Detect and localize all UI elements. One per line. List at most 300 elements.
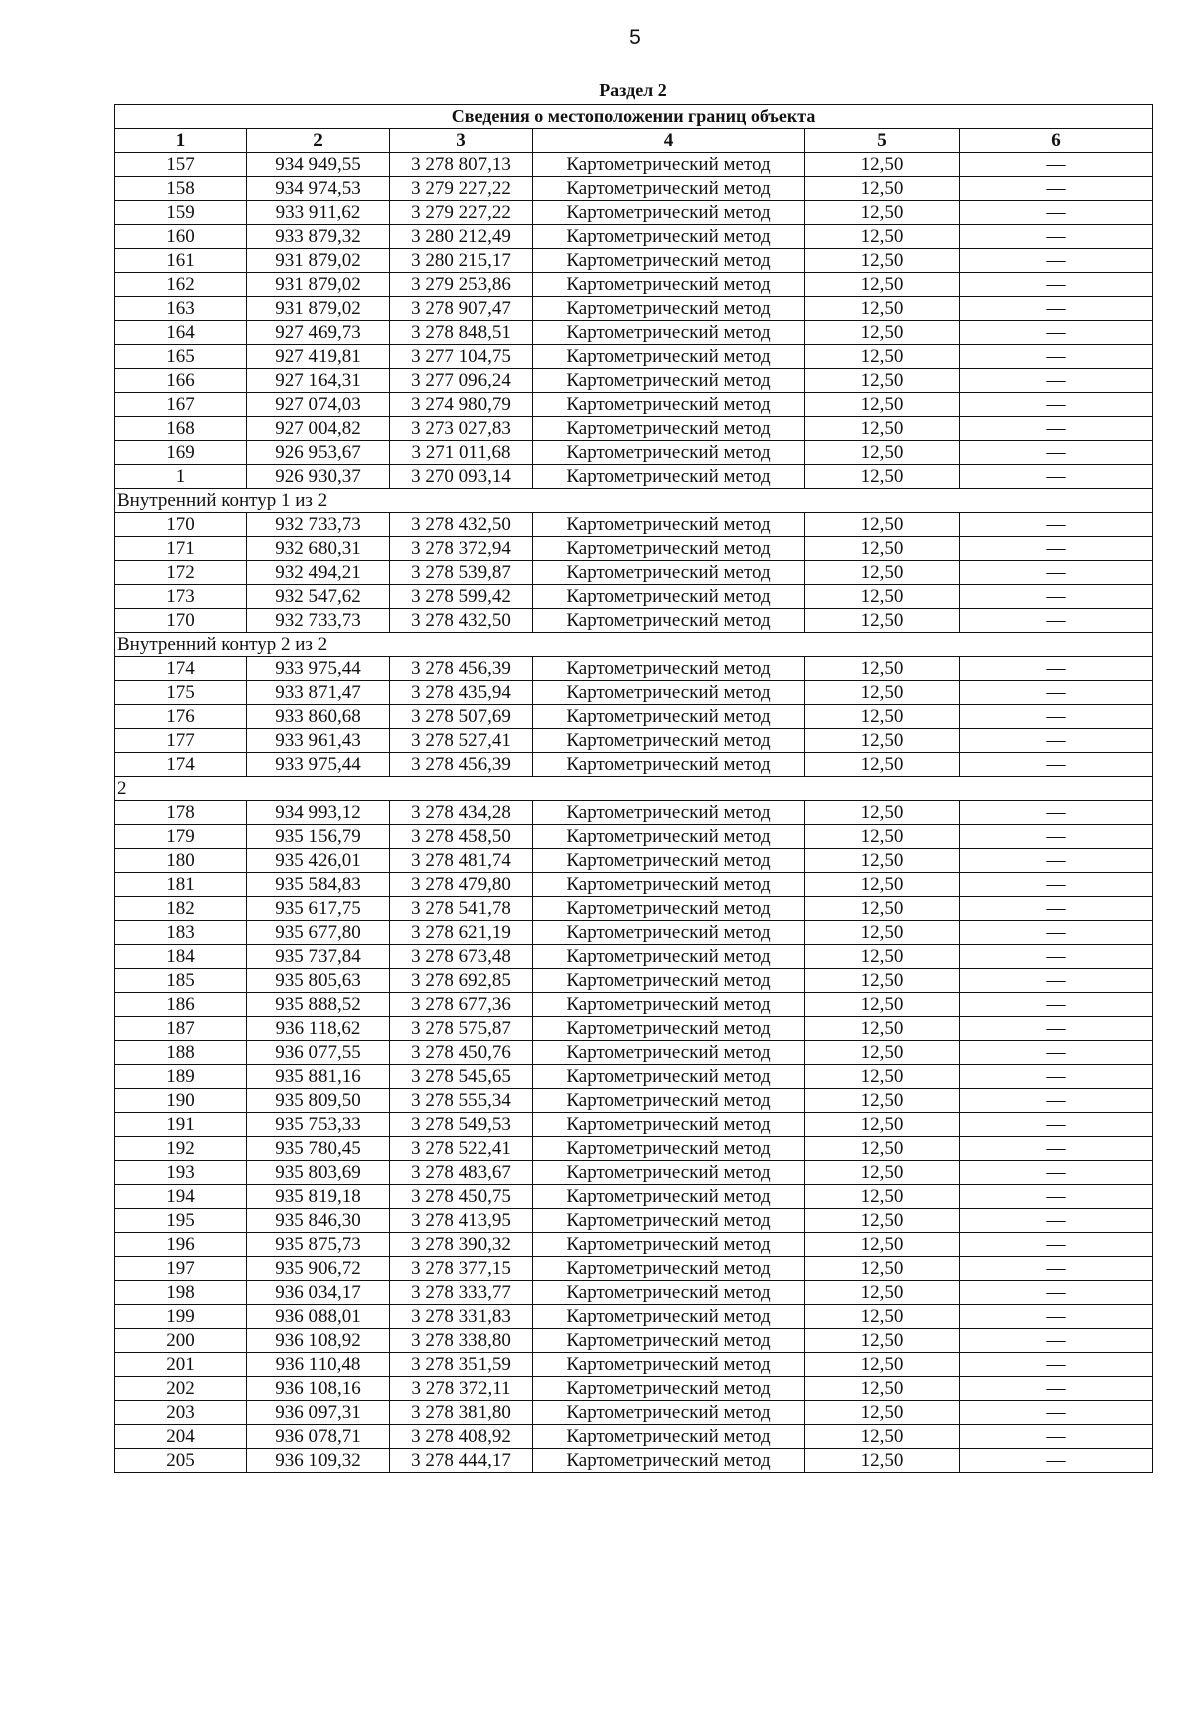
column-header-row xyxy=(115,129,1153,153)
note-cell: — xyxy=(960,273,1153,297)
table-row xyxy=(115,609,1153,633)
point-number-cell: 187 xyxy=(115,1017,247,1041)
point-number-cell: 174 xyxy=(115,753,247,777)
x-coordinate-cell: 935 888,52 xyxy=(247,993,390,1017)
column-header: 5 xyxy=(805,129,960,153)
note-cell: — xyxy=(960,465,1153,489)
point-number-cell: 205 xyxy=(115,1449,247,1473)
note-cell: — xyxy=(960,297,1153,321)
x-coordinate-cell: 932 547,62 xyxy=(247,585,390,609)
y-coordinate-cell: 3 278 522,41 xyxy=(390,1137,533,1161)
table-row xyxy=(115,705,1153,729)
table-row xyxy=(115,513,1153,537)
x-coordinate-cell: 935 805,63 xyxy=(247,969,390,993)
note-cell: — xyxy=(960,345,1153,369)
point-number-cell: 177 xyxy=(115,729,247,753)
note-cell: — xyxy=(960,441,1153,465)
contour-group-row xyxy=(115,489,1153,513)
note-cell: — xyxy=(960,369,1153,393)
table-row xyxy=(115,1329,1153,1353)
note-cell: — xyxy=(960,417,1153,441)
table-title: Сведения о местоположении границ объекта xyxy=(115,105,1153,129)
point-number-cell: 188 xyxy=(115,1041,247,1065)
table-body xyxy=(115,153,1153,1473)
method-cell: Картометрический метод xyxy=(533,561,805,585)
table-row xyxy=(115,921,1153,945)
accuracy-cell: 12,50 xyxy=(805,1017,960,1041)
note-cell: — xyxy=(960,609,1153,633)
accuracy-cell: 12,50 xyxy=(805,609,960,633)
point-number-cell: 197 xyxy=(115,1257,247,1281)
accuracy-cell: 12,50 xyxy=(805,1401,960,1425)
table-row xyxy=(115,1425,1153,1449)
table-row xyxy=(115,321,1153,345)
table-row xyxy=(115,1281,1153,1305)
x-coordinate-cell: 936 108,16 xyxy=(247,1377,390,1401)
contour-group-row xyxy=(115,777,1153,801)
table-row xyxy=(115,897,1153,921)
method-cell: Картометрический метод xyxy=(533,1257,805,1281)
y-coordinate-cell: 3 278 450,76 xyxy=(390,1041,533,1065)
method-cell: Картометрический метод xyxy=(533,1113,805,1137)
method-cell: Картометрический метод xyxy=(533,321,805,345)
table-row xyxy=(115,441,1153,465)
x-coordinate-cell: 933 871,47 xyxy=(247,681,390,705)
method-cell: Картометрический метод xyxy=(533,585,805,609)
note-cell: — xyxy=(960,681,1153,705)
accuracy-cell: 12,50 xyxy=(805,513,960,537)
x-coordinate-cell: 927 004,82 xyxy=(247,417,390,441)
x-coordinate-cell: 935 819,18 xyxy=(247,1185,390,1209)
method-cell: Картометрический метод xyxy=(533,225,805,249)
accuracy-cell: 12,50 xyxy=(805,993,960,1017)
table-row xyxy=(115,297,1153,321)
note-cell: — xyxy=(960,993,1153,1017)
point-number-cell: 157 xyxy=(115,153,247,177)
page-number: 5 xyxy=(629,26,641,49)
accuracy-cell: 12,50 xyxy=(805,1113,960,1137)
table-row xyxy=(115,1209,1153,1233)
method-cell: Картометрический метод xyxy=(533,345,805,369)
accuracy-cell: 12,50 xyxy=(805,1353,960,1377)
table-row xyxy=(115,393,1153,417)
table-row xyxy=(115,561,1153,585)
table-row xyxy=(115,825,1153,849)
accuracy-cell: 12,50 xyxy=(805,849,960,873)
point-number-cell: 183 xyxy=(115,921,247,945)
accuracy-cell: 12,50 xyxy=(805,921,960,945)
note-cell: — xyxy=(960,1017,1153,1041)
point-number-cell: 186 xyxy=(115,993,247,1017)
point-number-cell: 171 xyxy=(115,537,247,561)
method-cell: Картометрический метод xyxy=(533,729,805,753)
point-number-cell: 196 xyxy=(115,1233,247,1257)
method-cell: Картометрический метод xyxy=(533,1449,805,1473)
note-cell: — xyxy=(960,1281,1153,1305)
table-row xyxy=(115,873,1153,897)
accuracy-cell: 12,50 xyxy=(805,681,960,705)
note-cell: — xyxy=(960,945,1153,969)
y-coordinate-cell: 3 271 011,68 xyxy=(390,441,533,465)
point-number-cell: 181 xyxy=(115,873,247,897)
x-coordinate-cell: 935 881,16 xyxy=(247,1065,390,1089)
accuracy-cell: 12,50 xyxy=(805,465,960,489)
y-coordinate-cell: 3 278 907,47 xyxy=(390,297,533,321)
note-cell: — xyxy=(960,537,1153,561)
method-cell: Картометрический метод xyxy=(533,1185,805,1209)
point-number-cell: 190 xyxy=(115,1089,247,1113)
table-row xyxy=(115,1353,1153,1377)
x-coordinate-cell: 933 961,43 xyxy=(247,729,390,753)
table-row xyxy=(115,1017,1153,1041)
y-coordinate-cell: 3 278 456,39 xyxy=(390,657,533,681)
method-cell: Картометрический метод xyxy=(533,1377,805,1401)
note-cell: — xyxy=(960,1377,1153,1401)
y-coordinate-cell: 3 278 479,80 xyxy=(390,873,533,897)
note-cell: — xyxy=(960,1305,1153,1329)
x-coordinate-cell: 935 753,33 xyxy=(247,1113,390,1137)
x-coordinate-cell: 935 426,01 xyxy=(247,849,390,873)
point-number-cell: 203 xyxy=(115,1401,247,1425)
x-coordinate-cell: 927 469,73 xyxy=(247,321,390,345)
note-cell: — xyxy=(960,1113,1153,1137)
y-coordinate-cell: 3 278 432,50 xyxy=(390,609,533,633)
point-number-cell: 200 xyxy=(115,1329,247,1353)
note-cell: — xyxy=(960,1137,1153,1161)
x-coordinate-cell: 936 110,48 xyxy=(247,1353,390,1377)
point-number-cell: 167 xyxy=(115,393,247,417)
method-cell: Картометрический метод xyxy=(533,1065,805,1089)
table-row xyxy=(115,681,1153,705)
method-cell: Картометрический метод xyxy=(533,369,805,393)
y-coordinate-cell: 3 277 096,24 xyxy=(390,369,533,393)
table-row xyxy=(115,1089,1153,1113)
x-coordinate-cell: 927 419,81 xyxy=(247,345,390,369)
x-coordinate-cell: 932 733,73 xyxy=(247,513,390,537)
accuracy-cell: 12,50 xyxy=(805,561,960,585)
note-cell: — xyxy=(960,849,1153,873)
x-coordinate-cell: 936 118,62 xyxy=(247,1017,390,1041)
accuracy-cell: 12,50 xyxy=(805,1041,960,1065)
table-row xyxy=(115,753,1153,777)
y-coordinate-cell: 3 278 599,42 xyxy=(390,585,533,609)
accuracy-cell: 12,50 xyxy=(805,657,960,681)
accuracy-cell: 12,50 xyxy=(805,297,960,321)
method-cell: Картометрический метод xyxy=(533,1017,805,1041)
method-cell: Картометрический метод xyxy=(533,465,805,489)
y-coordinate-cell: 3 278 432,50 xyxy=(390,513,533,537)
x-coordinate-cell: 926 930,37 xyxy=(247,465,390,489)
point-number-cell: 202 xyxy=(115,1377,247,1401)
accuracy-cell: 12,50 xyxy=(805,945,960,969)
accuracy-cell: 12,50 xyxy=(805,369,960,393)
table-row xyxy=(115,1185,1153,1209)
point-number-cell: 193 xyxy=(115,1161,247,1185)
table-row xyxy=(115,369,1153,393)
method-cell: Картометрический метод xyxy=(533,681,805,705)
accuracy-cell: 12,50 xyxy=(805,1425,960,1449)
point-number-cell: 178 xyxy=(115,801,247,825)
note-cell: — xyxy=(960,513,1153,537)
y-coordinate-cell: 3 278 677,36 xyxy=(390,993,533,1017)
table-row xyxy=(115,1233,1153,1257)
accuracy-cell: 12,50 xyxy=(805,705,960,729)
point-number-cell: 189 xyxy=(115,1065,247,1089)
x-coordinate-cell: 932 733,73 xyxy=(247,609,390,633)
table-row xyxy=(115,465,1153,489)
method-cell: Картометрический метод xyxy=(533,513,805,537)
note-cell: — xyxy=(960,921,1153,945)
method-cell: Картометрический метод xyxy=(533,993,805,1017)
x-coordinate-cell: 935 584,83 xyxy=(247,873,390,897)
point-number-cell: 201 xyxy=(115,1353,247,1377)
method-cell: Картометрический метод xyxy=(533,1281,805,1305)
method-cell: Картометрический метод xyxy=(533,153,805,177)
table-row xyxy=(115,945,1153,969)
note-cell: — xyxy=(960,753,1153,777)
x-coordinate-cell: 934 949,55 xyxy=(247,153,390,177)
method-cell: Картометрический метод xyxy=(533,705,805,729)
table-row xyxy=(115,585,1153,609)
boundary-coordinates-table xyxy=(114,104,1153,1473)
point-number-cell: 198 xyxy=(115,1281,247,1305)
x-coordinate-cell: 935 809,50 xyxy=(247,1089,390,1113)
point-number-cell: 191 xyxy=(115,1113,247,1137)
x-coordinate-cell: 927 164,31 xyxy=(247,369,390,393)
column-header: 6 xyxy=(960,129,1153,153)
method-cell: Картометрический метод xyxy=(533,945,805,969)
x-coordinate-cell: 936 078,71 xyxy=(247,1425,390,1449)
x-coordinate-cell: 931 879,02 xyxy=(247,297,390,321)
point-number-cell: 172 xyxy=(115,561,247,585)
point-number-cell: 158 xyxy=(115,177,247,201)
point-number-cell: 199 xyxy=(115,1305,247,1329)
section-title: Раздел 2 xyxy=(599,80,667,100)
accuracy-cell: 12,50 xyxy=(805,729,960,753)
accuracy-cell: 12,50 xyxy=(805,1185,960,1209)
x-coordinate-cell: 931 879,02 xyxy=(247,273,390,297)
accuracy-cell: 12,50 xyxy=(805,1257,960,1281)
accuracy-cell: 12,50 xyxy=(805,753,960,777)
x-coordinate-cell: 926 953,67 xyxy=(247,441,390,465)
y-coordinate-cell: 3 278 848,51 xyxy=(390,321,533,345)
accuracy-cell: 12,50 xyxy=(805,1233,960,1257)
accuracy-cell: 12,50 xyxy=(805,537,960,561)
x-coordinate-cell: 935 737,84 xyxy=(247,945,390,969)
point-number-cell: 184 xyxy=(115,945,247,969)
method-cell: Картометрический метод xyxy=(533,1305,805,1329)
table-row xyxy=(115,1113,1153,1137)
table-row xyxy=(115,657,1153,681)
y-coordinate-cell: 3 278 807,13 xyxy=(390,153,533,177)
accuracy-cell: 12,50 xyxy=(805,1449,960,1473)
table-row xyxy=(115,345,1153,369)
point-number-cell: 174 xyxy=(115,657,247,681)
point-number-cell: 159 xyxy=(115,201,247,225)
point-number-cell: 160 xyxy=(115,225,247,249)
note-cell: — xyxy=(960,1233,1153,1257)
table-row xyxy=(115,153,1153,177)
y-coordinate-cell: 3 278 377,15 xyxy=(390,1257,533,1281)
x-coordinate-cell: 933 860,68 xyxy=(247,705,390,729)
accuracy-cell: 12,50 xyxy=(805,1281,960,1305)
method-cell: Картометрический метод xyxy=(533,249,805,273)
y-coordinate-cell: 3 278 481,74 xyxy=(390,849,533,873)
table-row xyxy=(115,1041,1153,1065)
y-coordinate-cell: 3 278 483,67 xyxy=(390,1161,533,1185)
y-coordinate-cell: 3 278 351,59 xyxy=(390,1353,533,1377)
x-coordinate-cell: 935 875,73 xyxy=(247,1233,390,1257)
table-row xyxy=(115,201,1153,225)
y-coordinate-cell: 3 278 541,78 xyxy=(390,897,533,921)
y-coordinate-cell: 3 278 575,87 xyxy=(390,1017,533,1041)
y-coordinate-cell: 3 273 027,83 xyxy=(390,417,533,441)
point-number-cell: 180 xyxy=(115,849,247,873)
x-coordinate-cell: 933 975,44 xyxy=(247,753,390,777)
x-coordinate-cell: 936 077,55 xyxy=(247,1041,390,1065)
method-cell: Картометрический метод xyxy=(533,393,805,417)
y-coordinate-cell: 3 278 331,83 xyxy=(390,1305,533,1329)
y-coordinate-cell: 3 278 507,69 xyxy=(390,705,533,729)
table-row xyxy=(115,1305,1153,1329)
table-row xyxy=(115,1377,1153,1401)
x-coordinate-cell: 935 617,75 xyxy=(247,897,390,921)
y-coordinate-cell: 3 279 253,86 xyxy=(390,273,533,297)
point-number-cell: 161 xyxy=(115,249,247,273)
y-coordinate-cell: 3 278 434,28 xyxy=(390,801,533,825)
x-coordinate-cell: 935 780,45 xyxy=(247,1137,390,1161)
accuracy-cell: 12,50 xyxy=(805,1065,960,1089)
table-row xyxy=(115,537,1153,561)
contour-label: Внутренний контур 1 из 2 xyxy=(115,489,1153,513)
y-coordinate-cell: 3 278 692,85 xyxy=(390,969,533,993)
method-cell: Картометрический метод xyxy=(533,609,805,633)
table-row xyxy=(115,1401,1153,1425)
x-coordinate-cell: 936 088,01 xyxy=(247,1305,390,1329)
y-coordinate-cell: 3 280 212,49 xyxy=(390,225,533,249)
note-cell: — xyxy=(960,1449,1153,1473)
y-coordinate-cell: 3 278 338,80 xyxy=(390,1329,533,1353)
accuracy-cell: 12,50 xyxy=(805,153,960,177)
y-coordinate-cell: 3 274 980,79 xyxy=(390,393,533,417)
note-cell: — xyxy=(960,729,1153,753)
y-coordinate-cell: 3 278 549,53 xyxy=(390,1113,533,1137)
method-cell: Картометрический метод xyxy=(533,753,805,777)
point-number-cell: 162 xyxy=(115,273,247,297)
note-cell: — xyxy=(960,153,1153,177)
y-coordinate-cell: 3 278 456,39 xyxy=(390,753,533,777)
table-row xyxy=(115,225,1153,249)
accuracy-cell: 12,50 xyxy=(805,177,960,201)
y-coordinate-cell: 3 278 539,87 xyxy=(390,561,533,585)
x-coordinate-cell: 935 846,30 xyxy=(247,1209,390,1233)
point-number-cell: 175 xyxy=(115,681,247,705)
x-coordinate-cell: 933 879,32 xyxy=(247,225,390,249)
method-cell: Картометрический метод xyxy=(533,1089,805,1113)
accuracy-cell: 12,50 xyxy=(805,1161,960,1185)
contour-label: Внутренний контур 2 из 2 xyxy=(115,633,1153,657)
accuracy-cell: 12,50 xyxy=(805,969,960,993)
note-cell: — xyxy=(960,1185,1153,1209)
note-cell: — xyxy=(960,657,1153,681)
y-coordinate-cell: 3 278 458,50 xyxy=(390,825,533,849)
note-cell: — xyxy=(960,897,1153,921)
method-cell: Картометрический метод xyxy=(533,537,805,561)
accuracy-cell: 12,50 xyxy=(805,825,960,849)
point-number-cell: 170 xyxy=(115,609,247,633)
point-number-cell: 166 xyxy=(115,369,247,393)
method-cell: Картометрический метод xyxy=(533,849,805,873)
method-cell: Картометрический метод xyxy=(533,417,805,441)
y-coordinate-cell: 3 278 408,92 xyxy=(390,1425,533,1449)
x-coordinate-cell: 935 156,79 xyxy=(247,825,390,849)
note-cell: — xyxy=(960,825,1153,849)
point-number-cell: 194 xyxy=(115,1185,247,1209)
x-coordinate-cell: 936 109,32 xyxy=(247,1449,390,1473)
column-header: 1 xyxy=(115,129,247,153)
method-cell: Картометрический метод xyxy=(533,1353,805,1377)
table-row xyxy=(115,993,1153,1017)
x-coordinate-cell: 932 680,31 xyxy=(247,537,390,561)
accuracy-cell: 12,50 xyxy=(805,393,960,417)
method-cell: Картометрический метод xyxy=(533,1329,805,1353)
accuracy-cell: 12,50 xyxy=(805,273,960,297)
x-coordinate-cell: 936 034,17 xyxy=(247,1281,390,1305)
y-coordinate-cell: 3 279 227,22 xyxy=(390,201,533,225)
accuracy-cell: 12,50 xyxy=(805,1089,960,1113)
accuracy-cell: 12,50 xyxy=(805,225,960,249)
note-cell: — xyxy=(960,561,1153,585)
accuracy-cell: 12,50 xyxy=(805,1209,960,1233)
x-coordinate-cell: 934 993,12 xyxy=(247,801,390,825)
y-coordinate-cell: 3 277 104,75 xyxy=(390,345,533,369)
note-cell: — xyxy=(960,1041,1153,1065)
point-number-cell: 185 xyxy=(115,969,247,993)
y-coordinate-cell: 3 278 435,94 xyxy=(390,681,533,705)
accuracy-cell: 12,50 xyxy=(805,321,960,345)
y-coordinate-cell: 3 270 093,14 xyxy=(390,465,533,489)
accuracy-cell: 12,50 xyxy=(805,441,960,465)
point-number-cell: 182 xyxy=(115,897,247,921)
point-number-cell: 169 xyxy=(115,441,247,465)
table-row xyxy=(115,177,1153,201)
x-coordinate-cell: 934 974,53 xyxy=(247,177,390,201)
table-row xyxy=(115,1161,1153,1185)
method-cell: Картометрический метод xyxy=(533,921,805,945)
note-cell: — xyxy=(960,1425,1153,1449)
table-row xyxy=(115,729,1153,753)
y-coordinate-cell: 3 279 227,22 xyxy=(390,177,533,201)
note-cell: — xyxy=(960,585,1153,609)
y-coordinate-cell: 3 278 450,75 xyxy=(390,1185,533,1209)
x-coordinate-cell: 931 879,02 xyxy=(247,249,390,273)
table-row xyxy=(115,801,1153,825)
accuracy-cell: 12,50 xyxy=(805,801,960,825)
y-coordinate-cell: 3 278 555,34 xyxy=(390,1089,533,1113)
x-coordinate-cell: 933 911,62 xyxy=(247,201,390,225)
point-number-cell: 179 xyxy=(115,825,247,849)
note-cell: — xyxy=(960,177,1153,201)
point-number-cell: 195 xyxy=(115,1209,247,1233)
accuracy-cell: 12,50 xyxy=(805,1377,960,1401)
x-coordinate-cell: 935 677,80 xyxy=(247,921,390,945)
note-cell: — xyxy=(960,321,1153,345)
method-cell: Картометрический метод xyxy=(533,1161,805,1185)
note-cell: — xyxy=(960,225,1153,249)
y-coordinate-cell: 3 278 673,48 xyxy=(390,945,533,969)
point-number-cell: 168 xyxy=(115,417,247,441)
method-cell: Картометрический метод xyxy=(533,801,805,825)
